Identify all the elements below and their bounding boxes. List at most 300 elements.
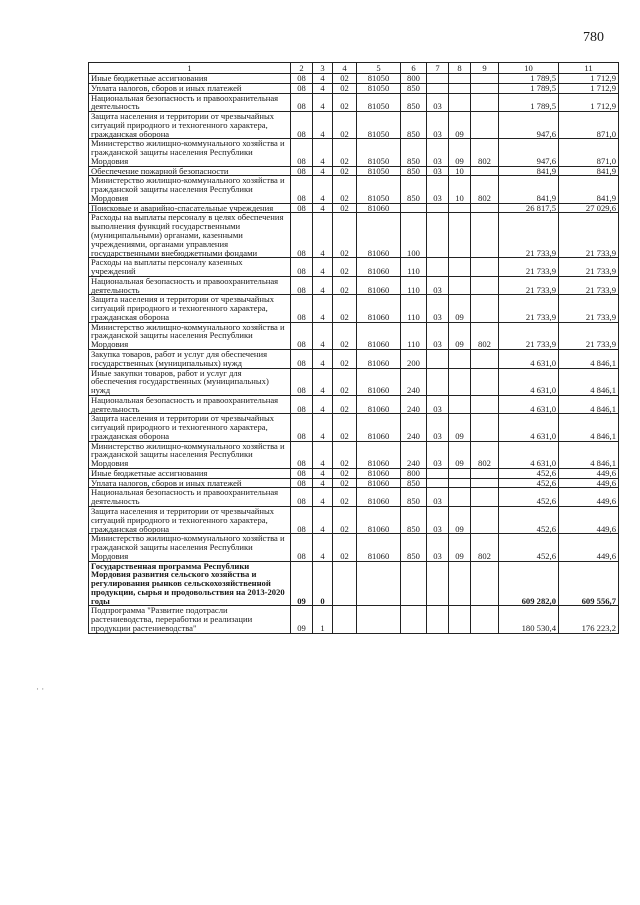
row-cell-10: 841,9 (499, 176, 559, 203)
row-cell-2: 09 (291, 606, 313, 633)
row-cell-2: 08 (291, 112, 313, 139)
row-cell-8 (449, 276, 471, 295)
table-row (89, 468, 619, 478)
row-cell-2: 08 (291, 506, 313, 533)
row-cell-3: 4 (313, 506, 333, 533)
row-cell-7: 03 (427, 441, 449, 468)
row-cell-7 (427, 349, 449, 368)
row-cell-5: 81050 (357, 176, 401, 203)
row-cell-9: 802 (471, 441, 499, 468)
row-cell-4: 02 (333, 441, 357, 468)
row-cell-8: 10 (449, 166, 471, 176)
row-cell-5: 81060 (357, 213, 401, 258)
row-cell-6: 240 (401, 441, 427, 468)
row-name-cell: Защита населения и территории от чрезвычайных ситуаций природного и техногенного характера, гражданская оборона (89, 112, 291, 139)
row-cell-6: 200 (401, 349, 427, 368)
row-cell-10: 21 733,9 (499, 258, 559, 277)
row-cell-2: 08 (291, 276, 313, 295)
row-cell-7 (427, 213, 449, 258)
row-cell-9 (471, 349, 499, 368)
row-cell-2: 08 (291, 139, 313, 166)
row-cell-11: 449,6 (559, 468, 619, 478)
row-cell-7: 03 (427, 322, 449, 349)
row-cell-9 (471, 488, 499, 507)
row-cell-11: 4 846,1 (559, 368, 619, 395)
row-cell-5: 81060 (357, 295, 401, 322)
row-cell-10: 452,6 (499, 488, 559, 507)
row-cell-2: 08 (291, 534, 313, 561)
row-cell-5: 81050 (357, 112, 401, 139)
row-cell-11: 871,0 (559, 139, 619, 166)
row-cell-10: 452,6 (499, 478, 559, 488)
row-cell-10: 21 733,9 (499, 213, 559, 258)
row-name-cell: Защита населения и территории от чрезвычайных ситуаций природного и техногенного характера, гражданская оборона (89, 506, 291, 533)
row-cell-9: 802 (471, 534, 499, 561)
row-cell-5: 81050 (357, 139, 401, 166)
row-cell-3: 4 (313, 478, 333, 488)
row-cell-9: 802 (471, 176, 499, 203)
table-row (89, 276, 619, 295)
row-cell-8 (449, 606, 471, 633)
row-cell-2: 08 (291, 322, 313, 349)
row-cell-3: 4 (313, 83, 333, 93)
row-cell-11: 4 846,1 (559, 349, 619, 368)
row-cell-10: 1 789,5 (499, 74, 559, 84)
budget-table (88, 62, 619, 634)
row-cell-3: 1 (313, 606, 333, 633)
row-cell-2: 08 (291, 258, 313, 277)
row-cell-11: 4 846,1 (559, 441, 619, 468)
row-cell-3: 4 (313, 176, 333, 203)
table-row (89, 213, 619, 258)
table-row (89, 83, 619, 93)
row-cell-4: 02 (333, 395, 357, 414)
row-cell-9 (471, 74, 499, 84)
row-cell-4: 02 (333, 506, 357, 533)
row-cell-4: 02 (333, 74, 357, 84)
column-header-8: 8 (449, 63, 471, 74)
row-cell-7: 03 (427, 139, 449, 166)
row-cell-2: 08 (291, 414, 313, 441)
row-cell-9 (471, 258, 499, 277)
row-cell-4: 02 (333, 166, 357, 176)
table-row (89, 166, 619, 176)
row-cell-3: 4 (313, 276, 333, 295)
row-cell-5: 81060 (357, 506, 401, 533)
row-name-cell: Закупка товаров, работ и услуг для обеспечения государственных (муниципальных) нужд (89, 349, 291, 368)
row-cell-8: 09 (449, 506, 471, 533)
row-cell-7 (427, 478, 449, 488)
row-cell-11: 21 733,9 (559, 322, 619, 349)
row-cell-11: 21 733,9 (559, 276, 619, 295)
row-cell-2: 08 (291, 488, 313, 507)
row-cell-4: 02 (333, 468, 357, 478)
row-cell-3: 4 (313, 74, 333, 84)
row-cell-3: 4 (313, 139, 333, 166)
row-cell-7: 03 (427, 176, 449, 203)
row-cell-7: 03 (427, 534, 449, 561)
row-cell-3: 4 (313, 395, 333, 414)
row-cell-8 (449, 478, 471, 488)
row-cell-3: 4 (313, 414, 333, 441)
row-cell-9 (471, 112, 499, 139)
row-cell-11: 1 712,9 (559, 74, 619, 84)
row-cell-8 (449, 74, 471, 84)
row-cell-4: 02 (333, 139, 357, 166)
row-cell-11: 21 733,9 (559, 213, 619, 258)
table-row (89, 395, 619, 414)
row-cell-5: 81060 (357, 488, 401, 507)
row-cell-4: 02 (333, 276, 357, 295)
row-cell-3: 4 (313, 258, 333, 277)
row-cell-4: 02 (333, 176, 357, 203)
row-cell-11: 449,6 (559, 534, 619, 561)
table-row (89, 295, 619, 322)
row-cell-9 (471, 368, 499, 395)
row-cell-5 (357, 561, 401, 606)
row-cell-5: 81060 (357, 441, 401, 468)
table-body (89, 74, 619, 634)
row-cell-7: 03 (427, 295, 449, 322)
row-name-cell: Расходы на выплаты персоналу в целях обеспечения выполнения функций государственными (муниципальными) органами, казенными учреждениями, органами управления государственными внебюджетными фондами (89, 213, 291, 258)
row-cell-4: 02 (333, 478, 357, 488)
row-name-cell: Министерство жилищно-коммунального хозяйства и гражданской защиты населения Республики Мордовия (89, 534, 291, 561)
table-row (89, 112, 619, 139)
row-cell-6 (401, 203, 427, 213)
row-cell-11: 4 846,1 (559, 414, 619, 441)
row-cell-9 (471, 478, 499, 488)
row-cell-6: 850 (401, 93, 427, 112)
row-cell-2: 08 (291, 478, 313, 488)
row-cell-9 (471, 561, 499, 606)
row-cell-3: 4 (313, 322, 333, 349)
row-cell-7: 03 (427, 112, 449, 139)
row-cell-5: 81060 (357, 258, 401, 277)
row-name-cell: Министерство жилищно-коммунального хозяйства и гражданской защиты населения Республики Мордовия (89, 322, 291, 349)
scan-mark: · · (36, 684, 45, 694)
row-cell-3: 4 (313, 295, 333, 322)
row-cell-11: 4 846,1 (559, 395, 619, 414)
row-cell-10: 1 789,5 (499, 93, 559, 112)
row-cell-2: 08 (291, 368, 313, 395)
row-cell-5: 81060 (357, 395, 401, 414)
row-cell-3: 4 (313, 534, 333, 561)
row-cell-10: 452,6 (499, 506, 559, 533)
row-cell-11: 21 733,9 (559, 295, 619, 322)
row-cell-10: 180 530,4 (499, 606, 559, 633)
row-cell-4: 02 (333, 213, 357, 258)
row-name-cell: Национальная безопасность и правоохранительная деятельность (89, 276, 291, 295)
row-cell-10: 947,6 (499, 139, 559, 166)
row-cell-6: 800 (401, 468, 427, 478)
row-name-cell: Национальная безопасность и правоохранительная деятельность (89, 93, 291, 112)
row-cell-4: 02 (333, 488, 357, 507)
column-header-4: 4 (333, 63, 357, 74)
row-cell-8 (449, 349, 471, 368)
row-cell-3: 4 (313, 112, 333, 139)
row-cell-5: 81060 (357, 276, 401, 295)
row-cell-2: 08 (291, 176, 313, 203)
row-cell-7 (427, 83, 449, 93)
table-row (89, 606, 619, 633)
row-cell-5 (357, 606, 401, 633)
row-name-cell: Национальная безопасность и правоохранительная деятельность (89, 488, 291, 507)
row-cell-7: 03 (427, 506, 449, 533)
row-cell-5: 81060 (357, 478, 401, 488)
row-cell-9 (471, 93, 499, 112)
row-cell-7 (427, 368, 449, 395)
row-cell-11: 1 712,9 (559, 93, 619, 112)
row-cell-10: 1 789,5 (499, 83, 559, 93)
row-cell-6: 850 (401, 534, 427, 561)
row-cell-8 (449, 93, 471, 112)
row-name-cell: Государственная программа Республики Мордовия развития сельского хозяйства и регулирования рынков сельскохозяйственной продукции, сырья и продовольствия на 2013-2020 годы (89, 561, 291, 606)
table-row (89, 74, 619, 84)
row-cell-8: 09 (449, 534, 471, 561)
row-cell-7: 03 (427, 414, 449, 441)
row-cell-3: 4 (313, 166, 333, 176)
row-cell-2: 08 (291, 83, 313, 93)
row-cell-4 (333, 561, 357, 606)
row-cell-3: 4 (313, 488, 333, 507)
row-cell-8 (449, 203, 471, 213)
row-cell-7 (427, 258, 449, 277)
row-cell-6: 110 (401, 276, 427, 295)
row-cell-5: 81050 (357, 74, 401, 84)
row-cell-2: 09 (291, 561, 313, 606)
row-cell-8 (449, 258, 471, 277)
row-cell-4: 02 (333, 322, 357, 349)
row-cell-11: 871,0 (559, 112, 619, 139)
page-number: 780 (583, 30, 604, 45)
row-cell-4: 02 (333, 83, 357, 93)
table-row (89, 368, 619, 395)
row-cell-7: 03 (427, 488, 449, 507)
row-name-cell: Расходы на выплаты персоналу казенных учреждений (89, 258, 291, 277)
table-row (89, 258, 619, 277)
row-cell-3: 4 (313, 213, 333, 258)
row-cell-8 (449, 395, 471, 414)
row-cell-10: 21 733,9 (499, 295, 559, 322)
row-cell-11: 1 712,9 (559, 83, 619, 93)
table-row (89, 441, 619, 468)
row-cell-6: 240 (401, 414, 427, 441)
row-cell-10: 609 282,0 (499, 561, 559, 606)
row-cell-11: 21 733,9 (559, 258, 619, 277)
row-cell-5: 81060 (357, 322, 401, 349)
row-cell-8 (449, 468, 471, 478)
row-cell-6: 850 (401, 488, 427, 507)
row-cell-7 (427, 74, 449, 84)
row-cell-5: 81050 (357, 93, 401, 112)
row-cell-9 (471, 213, 499, 258)
row-cell-2: 08 (291, 295, 313, 322)
row-cell-7: 03 (427, 276, 449, 295)
row-cell-4: 02 (333, 368, 357, 395)
column-header-6: 6 (401, 63, 427, 74)
row-cell-11: 609 556,7 (559, 561, 619, 606)
row-cell-5: 81060 (357, 534, 401, 561)
header-row (89, 63, 619, 74)
row-cell-2: 08 (291, 441, 313, 468)
row-cell-9 (471, 468, 499, 478)
row-cell-6: 110 (401, 322, 427, 349)
table-row (89, 506, 619, 533)
column-header-1: 1 (89, 63, 291, 74)
row-cell-6: 240 (401, 368, 427, 395)
row-cell-7: 03 (427, 395, 449, 414)
row-cell-10: 4 631,0 (499, 441, 559, 468)
row-cell-7 (427, 561, 449, 606)
row-cell-2: 08 (291, 213, 313, 258)
row-cell-4: 02 (333, 203, 357, 213)
row-cell-9 (471, 295, 499, 322)
row-cell-9 (471, 203, 499, 213)
row-name-cell: Поисковые и аварийно-спасательные учреждения (89, 203, 291, 213)
table-row (89, 203, 619, 213)
row-cell-6: 850 (401, 83, 427, 93)
row-cell-4: 02 (333, 414, 357, 441)
row-name-cell: Министерство жилищно-коммунального хозяйства и гражданской защиты населения Республики Мордовия (89, 441, 291, 468)
row-cell-8 (449, 213, 471, 258)
row-cell-2: 08 (291, 93, 313, 112)
row-cell-10: 4 631,0 (499, 414, 559, 441)
row-cell-8 (449, 368, 471, 395)
row-cell-6: 850 (401, 478, 427, 488)
row-cell-3: 4 (313, 203, 333, 213)
row-cell-6 (401, 561, 427, 606)
row-cell-8: 09 (449, 139, 471, 166)
row-name-cell: Уплата налогов, сборов и иных платежей (89, 83, 291, 93)
row-cell-10: 21 733,9 (499, 322, 559, 349)
row-cell-5: 81050 (357, 166, 401, 176)
table-row (89, 176, 619, 203)
column-header-7: 7 (427, 63, 449, 74)
row-cell-11: 449,6 (559, 488, 619, 507)
row-cell-6: 110 (401, 258, 427, 277)
row-cell-3: 4 (313, 368, 333, 395)
row-name-cell: Министерство жилищно-коммунального хозяйства и гражданской защиты населения Республики Мордовия (89, 139, 291, 166)
row-cell-10: 452,6 (499, 468, 559, 478)
row-cell-9: 802 (471, 322, 499, 349)
row-cell-9 (471, 395, 499, 414)
row-cell-9 (471, 83, 499, 93)
row-cell-9 (471, 506, 499, 533)
row-cell-6: 110 (401, 295, 427, 322)
row-cell-10: 452,6 (499, 534, 559, 561)
row-cell-8: 09 (449, 414, 471, 441)
row-cell-2: 08 (291, 468, 313, 478)
row-name-cell: Иные закупки товаров, работ и услуг для обеспечения государственных (муниципальных) нужд (89, 368, 291, 395)
row-cell-6: 800 (401, 74, 427, 84)
row-cell-2: 08 (291, 166, 313, 176)
row-cell-6: 240 (401, 395, 427, 414)
row-cell-6: 850 (401, 506, 427, 533)
row-cell-2: 08 (291, 349, 313, 368)
row-cell-10: 4 631,0 (499, 349, 559, 368)
row-cell-6: 850 (401, 139, 427, 166)
row-cell-11: 27 029,6 (559, 203, 619, 213)
row-name-cell: Министерство жилищно-коммунального хозяйства и гражданской защиты населения Республики Мордовия (89, 176, 291, 203)
row-cell-10: 21 733,9 (499, 276, 559, 295)
row-cell-7: 03 (427, 93, 449, 112)
row-cell-8: 09 (449, 295, 471, 322)
row-cell-9 (471, 606, 499, 633)
row-cell-10: 841,9 (499, 166, 559, 176)
row-cell-6: 100 (401, 213, 427, 258)
row-cell-7: 03 (427, 166, 449, 176)
table-row (89, 478, 619, 488)
row-cell-7 (427, 203, 449, 213)
row-name-cell: Национальная безопасность и правоохранительная деятельность (89, 395, 291, 414)
table-row (89, 488, 619, 507)
row-name-cell: Иные бюджетные ассигнования (89, 468, 291, 478)
row-cell-8: 10 (449, 176, 471, 203)
row-cell-5: 81060 (357, 203, 401, 213)
row-cell-8: 09 (449, 441, 471, 468)
table-row (89, 561, 619, 606)
row-cell-6: 850 (401, 176, 427, 203)
row-cell-10: 26 817,5 (499, 203, 559, 213)
row-cell-10: 4 631,0 (499, 395, 559, 414)
row-cell-7 (427, 606, 449, 633)
row-name-cell: Иные бюджетные ассигнования (89, 74, 291, 84)
row-cell-9 (471, 166, 499, 176)
row-cell-4: 02 (333, 112, 357, 139)
row-cell-6: 850 (401, 112, 427, 139)
row-cell-8: 09 (449, 112, 471, 139)
column-header-3: 3 (313, 63, 333, 74)
table-row (89, 349, 619, 368)
row-cell-4 (333, 606, 357, 633)
row-cell-4: 02 (333, 295, 357, 322)
row-name-cell: Обеспечение пожарной безопасности (89, 166, 291, 176)
row-cell-11: 176 223,2 (559, 606, 619, 633)
row-cell-6 (401, 606, 427, 633)
row-cell-2: 08 (291, 395, 313, 414)
row-cell-3: 4 (313, 349, 333, 368)
row-cell-5: 81060 (357, 349, 401, 368)
row-cell-4: 02 (333, 534, 357, 561)
column-header-11: 11 (559, 63, 619, 74)
row-cell-10: 947,6 (499, 112, 559, 139)
row-cell-2: 08 (291, 203, 313, 213)
row-cell-5: 81060 (357, 368, 401, 395)
row-cell-2: 08 (291, 74, 313, 84)
row-cell-4: 02 (333, 93, 357, 112)
table-row (89, 139, 619, 166)
column-header-5: 5 (357, 63, 401, 74)
row-cell-8 (449, 561, 471, 606)
table-row (89, 93, 619, 112)
row-cell-10: 4 631,0 (499, 368, 559, 395)
column-header-9: 9 (471, 63, 499, 74)
row-cell-9: 802 (471, 139, 499, 166)
row-cell-3: 4 (313, 441, 333, 468)
row-cell-3: 4 (313, 93, 333, 112)
row-cell-9 (471, 414, 499, 441)
row-cell-5: 81060 (357, 468, 401, 478)
column-header-10: 10 (499, 63, 559, 74)
row-name-cell: Защита населения и территории от чрезвычайных ситуаций природного и техногенного характера, гражданская оборона (89, 295, 291, 322)
row-cell-8 (449, 83, 471, 93)
row-cell-5: 81050 (357, 83, 401, 93)
row-cell-3: 0 (313, 561, 333, 606)
row-cell-6: 850 (401, 166, 427, 176)
row-name-cell: Подпрограмма "Развитие подотрасли растениеводства, переработки и реализации продукции растениеводства" (89, 606, 291, 633)
row-cell-4: 02 (333, 258, 357, 277)
table-row (89, 534, 619, 561)
